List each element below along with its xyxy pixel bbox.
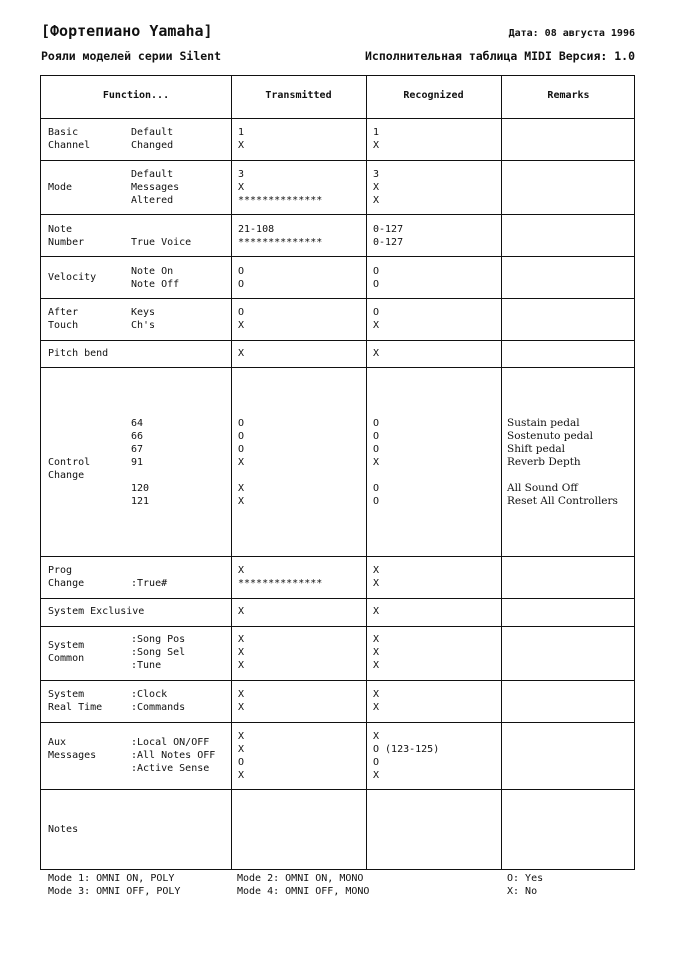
note-number-recognized-cell: 0-127 0-127 (373, 224, 404, 248)
mode-recognized-cell: 3 X X (373, 169, 380, 206)
system-common-transmitted-cell: X X X (238, 634, 245, 671)
mode-function-cell: Mode (48, 182, 73, 193)
footer-mode-2: Mode 2: OMNI ON, MONO (237, 873, 364, 884)
velocity-transmitted-cell: O O (238, 266, 245, 290)
after-touch-recognized-cell: O X (373, 307, 380, 331)
row-divider (41, 556, 634, 557)
basic-channel-subfunction-cell: Default Changed (131, 127, 174, 151)
row-divider (41, 789, 634, 790)
velocity-recognized-cell: O O (373, 266, 380, 290)
prog-change-recognized-cell: X X (373, 565, 380, 589)
header-remarks: Remarks (547, 90, 590, 101)
row-divider (41, 340, 634, 341)
control-change-remarks-cell: Sustain pedal Sostenuto pedal Shift pedal Reverb Depth All Sound Off Reset All Controllers (507, 417, 618, 507)
control-change-transmitted-cell: O O O X X X (238, 418, 245, 507)
footer-mode-1: Mode 1: OMNI ON, POLY (48, 873, 175, 884)
chart-title: Исполнительная таблица MIDI Версия: 1.0 (364, 49, 635, 63)
header-recognized: Recognized (403, 90, 464, 101)
midi-implementation-chart (40, 75, 635, 870)
velocity-subfunction-cell: Note On Note Off (131, 266, 180, 290)
basic-channel-transmitted-cell: 1 X (238, 127, 245, 151)
prog-change-subfunction-cell: :True# (131, 578, 168, 589)
system-common-recognized-cell: X X X (373, 634, 380, 671)
column-divider (501, 76, 502, 869)
basic-channel-function-cell: Basic Channel (48, 127, 91, 151)
row-divider (41, 118, 634, 119)
row-divider (41, 214, 634, 215)
document-date: Дата: 08 августа 1996 (508, 28, 635, 39)
row-divider (41, 256, 634, 257)
note-number-transmitted-cell: 21-108 ************** (238, 224, 323, 248)
system-real-time-function-cell: System Real Time (48, 689, 103, 713)
aux-messages-subfunction-cell: :Local ON/OFF :All Notes OFF :Active Sense (131, 737, 216, 774)
footer-mode-3: Mode 3: OMNI OFF, POLY (48, 886, 181, 897)
model-subtitle: Рояли моделей серии Silent (41, 49, 222, 63)
control-change-subfunction-cell: 64 66 67 91 120 121 (131, 418, 150, 507)
system-exclusive-recognized-cell: X (373, 606, 380, 617)
note-number-function-cell: Note Number (48, 224, 85, 248)
row-divider (41, 722, 634, 723)
system-real-time-subfunction-cell: :Clock :Commands (131, 689, 186, 713)
column-divider (231, 76, 232, 869)
header-transmitted: Transmitted (265, 90, 332, 101)
header-function: Function... (102, 90, 170, 101)
brand-title: [Фортепиано Yamaha] (41, 22, 213, 40)
mode-subfunction-cell: Default Messages Altered (131, 169, 180, 206)
system-real-time-recognized-cell: X X (373, 689, 380, 713)
row-divider (41, 367, 634, 368)
pitch-bend-transmitted-cell: X (238, 348, 245, 359)
prog-change-transmitted-cell: X ************** (238, 565, 323, 589)
system-real-time-transmitted-cell: X X (238, 689, 245, 713)
notes-function-cell: Notes (48, 824, 79, 835)
mode-transmitted-cell: 3 X ************** (238, 169, 323, 206)
system-common-function-cell: System Common (48, 640, 85, 664)
aux-messages-function-cell: Aux Messages (48, 737, 97, 761)
row-divider (41, 680, 634, 681)
velocity-function-cell: Velocity (48, 272, 97, 283)
after-touch-transmitted-cell: O X (238, 307, 245, 331)
system-exclusive-transmitted-cell: X (238, 606, 245, 617)
aux-messages-transmitted-cell: X X O X (238, 731, 245, 781)
column-divider (366, 76, 367, 869)
control-change-recognized-cell: O O O X O O (373, 418, 380, 507)
pitch-bend-function-cell: Pitch bend (48, 348, 109, 359)
after-touch-function-cell: After Touch (48, 307, 79, 331)
row-divider (41, 298, 634, 299)
note-number-subfunction-cell: True Voice (131, 237, 192, 248)
basic-channel-recognized-cell: 1 X (373, 127, 380, 151)
row-divider (41, 626, 634, 627)
aux-messages-recognized-cell: X O (123-125) O X (373, 731, 440, 781)
footer-mode-4: Mode 4: OMNI OFF, MONO (237, 886, 370, 897)
after-touch-subfunction-cell: Keys Ch's (131, 307, 156, 331)
footer-legend-no: X: No (507, 886, 538, 897)
footer-legend-yes: O: Yes (507, 873, 544, 884)
row-divider (41, 598, 634, 599)
system-exclusive-function-cell: System Exclusive (48, 606, 145, 617)
row-divider (41, 160, 634, 161)
pitch-bend-recognized-cell: X (373, 348, 380, 359)
prog-change-function-cell: Prog Change (48, 565, 85, 589)
system-common-subfunction-cell: :Song Pos :Song Sel :Tune (131, 634, 186, 671)
control-change-function-cell: Control Change (48, 457, 91, 481)
